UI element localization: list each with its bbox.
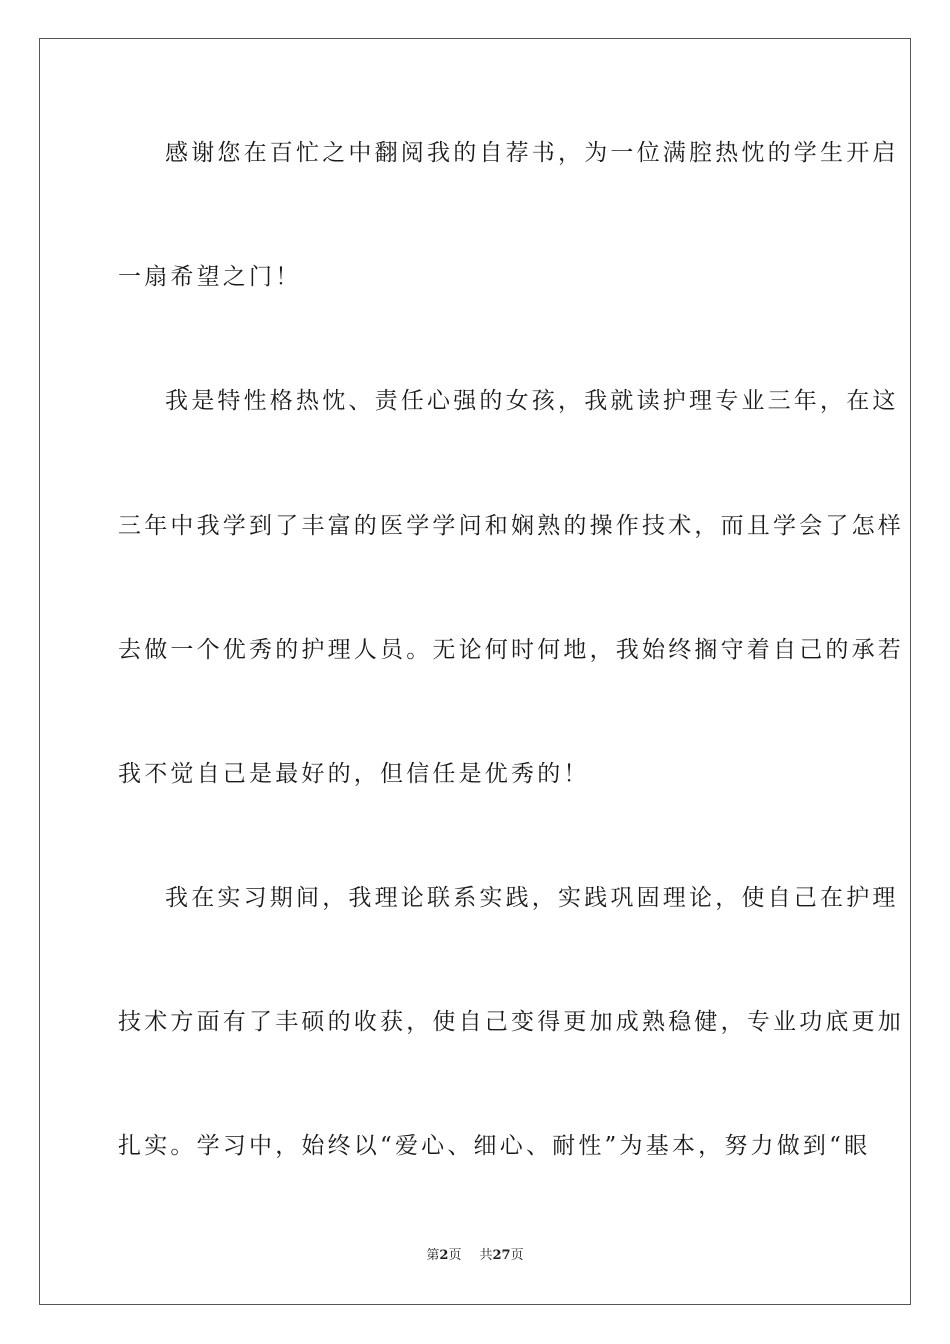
text-line-7: 我在实习期间，我理论联系实践，实践巩固理论，使自己在护理 xyxy=(165,885,899,911)
page-label-prefix: 第 xyxy=(426,1248,440,1263)
total-page-count: 27 xyxy=(492,1248,511,1263)
text-line-2: 一扇希望之门！ xyxy=(118,264,302,290)
total-label-prefix: 共 xyxy=(479,1248,493,1263)
text-line-9: 扎实。学习中，始终以“爱心、细心、耐性”为基本，努力做到“眼 xyxy=(118,1133,871,1159)
page-label-suffix: 页 xyxy=(448,1248,462,1263)
text-line-1: 感谢您在百忙之中翻阅我的自荐书，为一位满腔热忱的学生开启 xyxy=(165,140,899,166)
total-label-suffix: 页 xyxy=(510,1248,524,1263)
current-page-number: 2 xyxy=(439,1248,449,1263)
text-line-8: 技术方面有了丰硕的收获，使自己变得更加成熟稳健，专业功底更加 xyxy=(118,1009,904,1035)
text-line-6: 我不觉自己是最好的，但信任是优秀的！ xyxy=(118,761,590,787)
text-line-3: 我是特性格热忱、责任心强的女孩，我就读护理专业三年，在这 xyxy=(165,388,899,414)
text-line-4: 三年中我学到了丰富的医学学问和娴熟的操作技术，而且学会了怎样 xyxy=(118,513,904,539)
text-line-5: 去做一个优秀的护理人员。无论何时何地，我始终搁守着自己的承若 xyxy=(118,637,904,663)
page-footer xyxy=(0,1248,950,1264)
page-border xyxy=(39,38,911,1305)
